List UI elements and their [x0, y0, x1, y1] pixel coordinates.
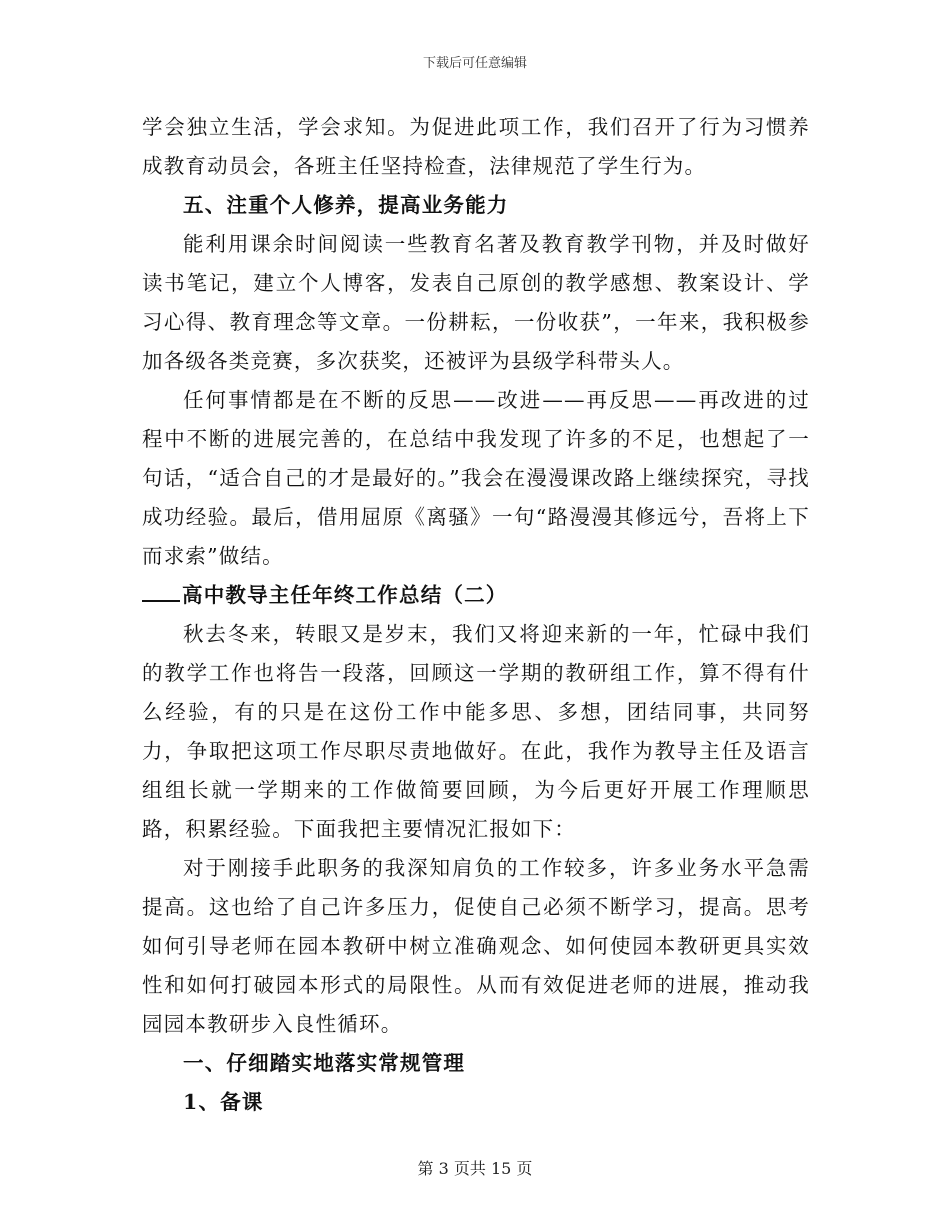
document-title — [142, 576, 810, 615]
paragraph: 任何事情都是在不断的反思——改进——再反思——再改进的过程中不断的进展完善的，在总结中我发现了许多的不足，也想起了一句话，“适合自己的才是最好的。”我会在漫漫课改路上继续探究，寻找成功经验。最后，借用屈原《离骚》一句“路漫漫其修远兮，吾将上下而求索”做结。 — [142, 388, 810, 568]
title-blank-underline — [142, 580, 180, 602]
paragraph: 对于刚接手此职务的我深知肩负的工作较多，许多业务水平急需提高。这也给了自己许多压力，促使自己必须不断学习，提高。思考如何引导老师在园本教研中树立准确观念、如何使园本教研更具实效性和如何打破园本形式的局限性。从而有效促进老师的进展，推动我园园本教研步入良性循环。 — [142, 856, 810, 1036]
subsection-heading: 1、备课 — [183, 1090, 264, 1114]
paragraph: 学会独立生活，学会求知。为促进此项工作，我们召开了行为习惯养成教育动员会，各班主任坚持检查，法律规范了学生行为。 — [142, 115, 810, 178]
document-body — [142, 108, 810, 1122]
section-heading: 五、注重个人修养，提高业务能力 — [183, 193, 509, 217]
page-footer: 第 3 页共 15 页 — [417, 1159, 533, 1178]
page-header: 下载后可任意编辑 — [422, 56, 527, 71]
section-heading: 一、仔细踏实地落实常规管理 — [183, 1051, 466, 1075]
paragraph: 能利用课余时间阅读一些教育名著及教育教学刊物，并及时做好读书笔记，建立个人博客，发表自己原创的教学感想、教案设计、学习心得、教育理念等文章。一份耕耘，一份收获”，一年来，我积极参加各级各类竞赛，多次获奖，还被评为县级学科带头人。 — [142, 232, 810, 373]
paragraph: 秋去冬来，转眼又是岁末，我们又将迎来新的一年，忙碌中我们的教学工作也将告一段落，回顾这一学期的教研组工作，算不得有什么经验，有的只是在这份工作中能多思、多想，团结同事，共同努力，争取把这项工作尽职尽责地做好。在此，我作为教导主任及语言组组长就一学期来的工作做简要回顾，为今后更好开展工作理顺思路，积累经验。下面我把主要情况汇报如下： — [142, 622, 810, 841]
document-title-text: 高中教导主任年终工作总结（二） — [182, 583, 508, 607]
